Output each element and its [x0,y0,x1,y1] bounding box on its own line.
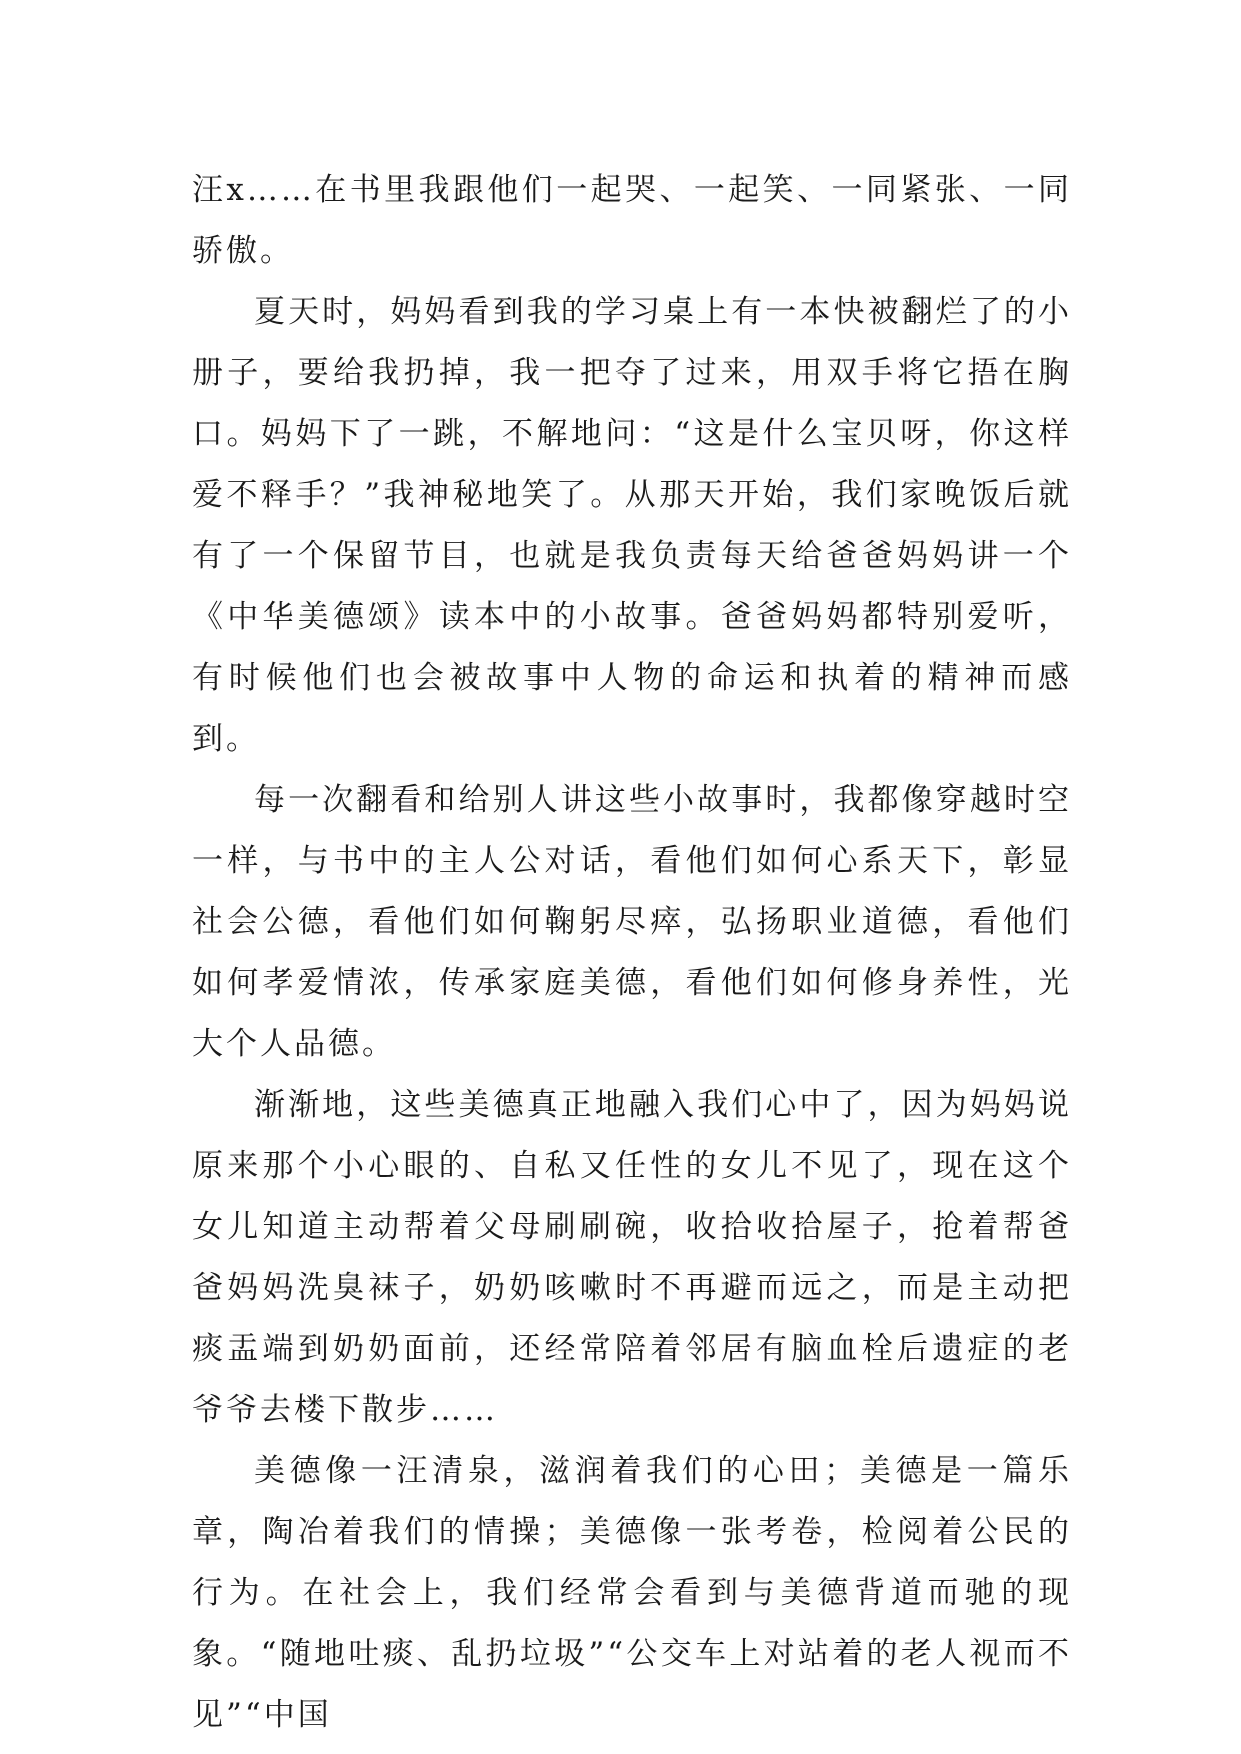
paragraph-5: 美德像一汪清泉，滋润着我们的心田；美德是一篇乐章，陶冶着我们的情操；美德像一张考卷，检阅着公民的行为。在社会上，我们经常会看到与美德背道而驰的现象。“随地吐痰、乱扔垃圾”“公交车上对站着的老人视而不见”“中国 [192,1453,1072,1733]
paragraph-1: 汪x……在书里我跟他们一起哭、一起笑、一同紧张、一同骄傲。 [192,172,1072,269]
body-text [192,160,1072,1746]
paragraph-4: 渐渐地，这些美德真正地融入我们心中了，因为妈妈说原来那个小心眼的、自私又任性的女儿不见了，现在这个女儿知道主动帮着父母刷刷碗，收拾收拾屋子，抢着帮爸爸妈妈洗臭袜子，奶奶咳嗽时不再避而远之，而是主动把痰盂端到奶奶面前，还经常陪着邻居有脑血栓后遗症的老爷爷去楼下散步…… [192,1087,1072,1428]
paragraph-3: 每一次翻看和给别人讲这些小故事时，我都像穿越时空一样，与书中的主人公对话，看他们如何心系天下，彰显社会公德，看他们如何鞠躬尽瘁，弘扬职业道德，看他们如何孝爱情浓，传承家庭美德，看他们如何修身养性，光大个人品德。 [192,782,1072,1062]
paragraph-2: 夏天时，妈妈看到我的学习桌上有一本快被翻烂了的小册子，要给我扔掉，我一把夺了过来，用双手将它捂在胸口。妈妈下了一跳，不解地问：“这是什么宝贝呀，你这样爱不释手？”我神秘地笑了。从那天开始，我们家晚饭后就有了一个保留节目，也就是我负责每天给爸爸妈妈讲一个《中华美德颂》读本中的小故事。爸爸妈妈都特别爱听，有时候他们也会被故事中人物的命运和执着的精神而感到。 [192,294,1072,757]
